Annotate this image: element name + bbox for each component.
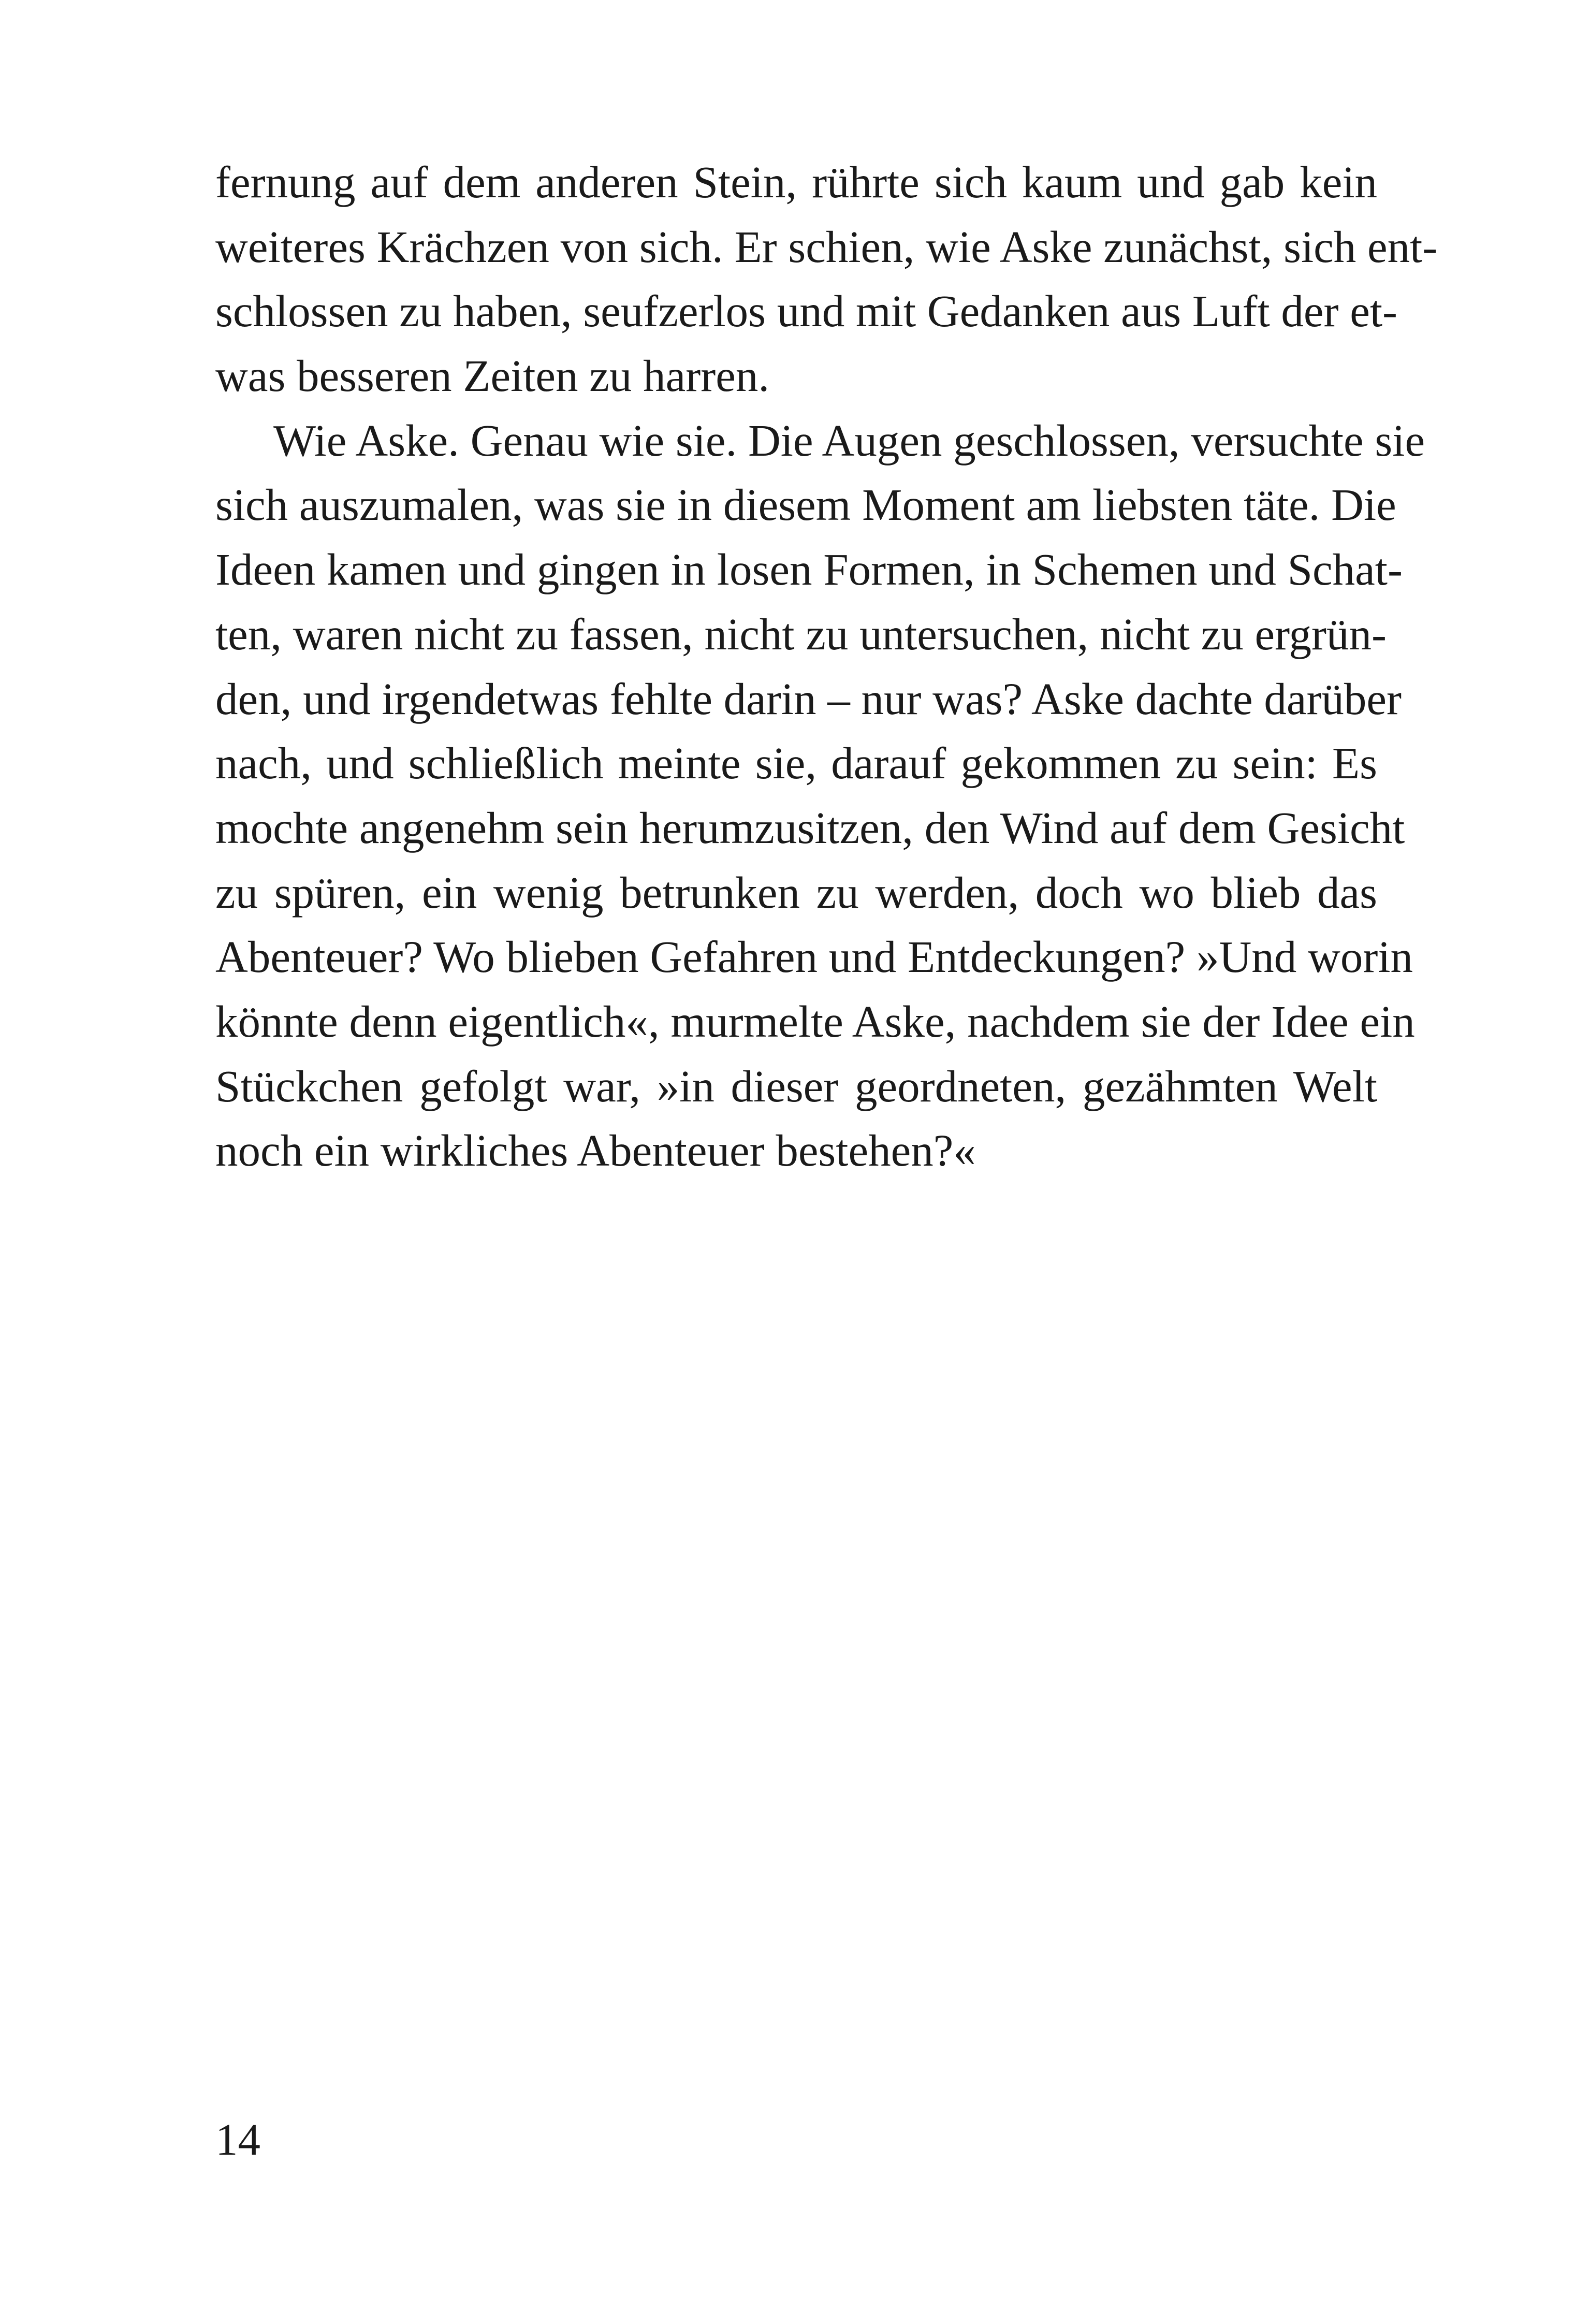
- text-line: mochte angenehm sein herumzusitzen, den Wind auf dem Gesicht: [215, 802, 1405, 853]
- body-text: [215, 150, 1438, 1183]
- text-line: Ideen kamen und gingen in losen Formen, in Schemen und Schat-: [215, 544, 1403, 595]
- text-line: schlossen zu haben, seufzerlos und mit Gedanken aus Luft der et-: [215, 286, 1398, 337]
- text-line: zu spüren, ein wenig betrunken zu werden, doch wo blieb das: [215, 867, 1377, 918]
- text-line: Wie Aske. Genau wie sie. Die Augen geschlossen, versuchte sie: [273, 415, 1425, 466]
- text-line: ten, waren nicht zu fassen, nicht zu untersuchen, nicht zu ergrün-: [215, 608, 1387, 659]
- text-line: den, und irgendetwas fehlte darin – nur was? Aske dachte darüber: [215, 673, 1402, 724]
- text-line: fernung auf dem anderen Stein, rührte sich kaum und gab kein: [215, 157, 1377, 207]
- text-line: noch ein wirkliches Abenteuer bestehen?«: [215, 1125, 976, 1176]
- page-number: 14: [215, 2114, 260, 2165]
- text-line: Stückchen gefolgt war, »in dieser geordneten, gezähmten Welt: [215, 1061, 1377, 1111]
- text-line: weiteres Krächzen von sich. Er schien, wie Aske zunächst, sich ent-: [215, 221, 1438, 272]
- text-line: nach, und schließlich meinte sie, darauf gekommen zu sein: Es: [215, 738, 1377, 789]
- text-line: Abenteuer? Wo blieben Gefahren und Entdeckungen? »Und worin: [215, 932, 1413, 982]
- text-line: sich auszumalen, was sie in diesem Moment am liebsten täte. Die: [215, 480, 1396, 530]
- text-line: was besseren Zeiten zu harren.: [215, 351, 770, 401]
- text-line: könnte denn eigentlich«, murmelte Aske, nachdem sie der Idee ein: [215, 996, 1415, 1047]
